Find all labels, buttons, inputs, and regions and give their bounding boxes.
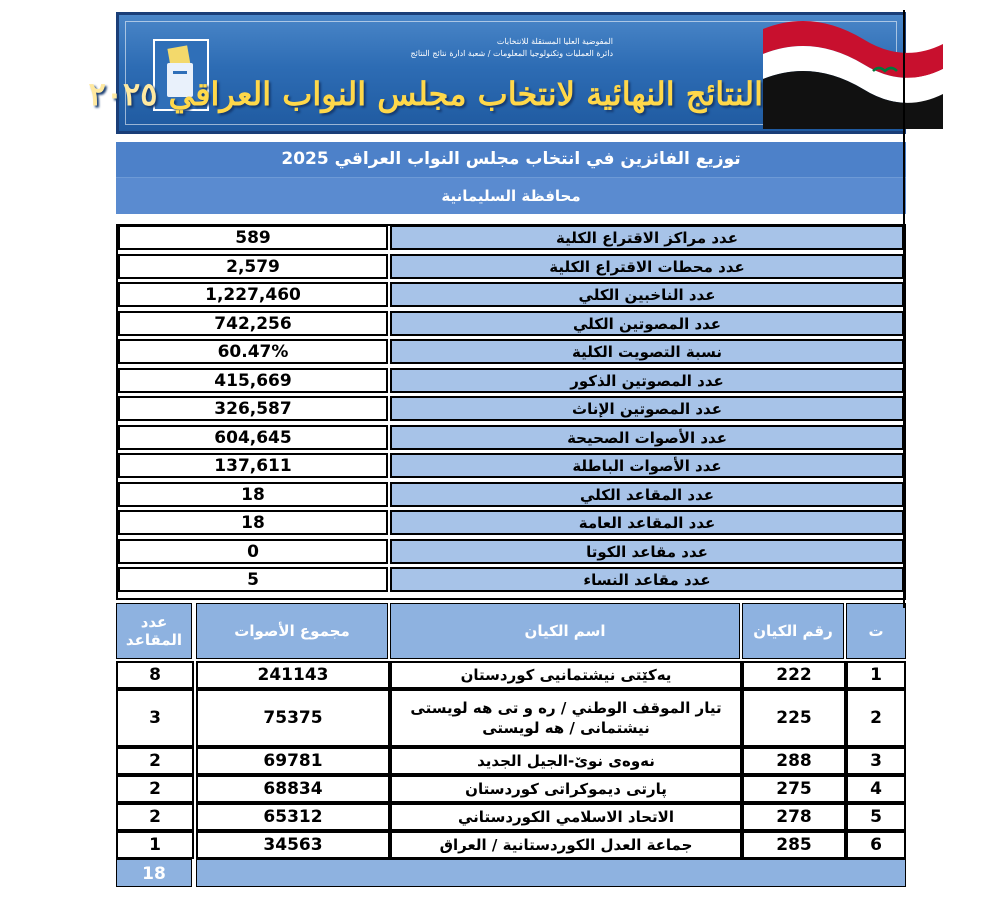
index-cell: 3	[846, 747, 906, 775]
stat-label: نسبة التصويت الكلية	[390, 339, 904, 364]
seats-cell: 3	[116, 689, 194, 747]
stats-row	[116, 338, 906, 367]
seats-cell: 2	[116, 803, 194, 831]
entity-number-cell: 222	[742, 661, 846, 689]
stats-row	[116, 452, 906, 481]
stats-row	[116, 424, 906, 453]
stat-label: عدد المقاعد العامة	[390, 510, 904, 535]
index-cell: 2	[846, 689, 906, 747]
index-cell: 1	[846, 661, 906, 689]
entity-name-cell: تيار الموقف الوطني / ره و تی هه لویستی نیشتمانی / هه لویستی	[390, 689, 742, 747]
stat-label: عدد المقاعد الكلي	[390, 482, 904, 507]
entity-name-cell: الاتحاد الاسلامي الكوردستاني	[390, 803, 742, 831]
header-index: ت	[846, 603, 906, 659]
stats-row	[116, 509, 906, 538]
seats-cell: 1	[116, 831, 194, 859]
entity-name-cell: پارتی ديموكراتی كوردستان	[390, 775, 742, 803]
header-entity-number: رقم الكيان	[742, 603, 844, 659]
total-seats: 18	[116, 859, 192, 887]
stats-row	[116, 253, 906, 282]
votes-cell: 34563	[196, 831, 390, 859]
stat-value: 589	[118, 225, 388, 250]
stat-value: 742,256	[118, 311, 388, 336]
votes-cell: 69781	[196, 747, 390, 775]
stats-table	[116, 224, 906, 595]
stat-value: 5	[118, 567, 388, 592]
index-cell: 4	[846, 775, 906, 803]
seats-cell: 8	[116, 661, 194, 689]
votes-cell: 75375	[196, 689, 390, 747]
header-entity-name: اسم الكيان	[390, 603, 740, 659]
stats-row	[116, 481, 906, 510]
table-row	[116, 689, 906, 747]
entity-number-cell: 285	[742, 831, 846, 859]
stat-value: 18	[118, 482, 388, 507]
stat-label: عدد الناخبين الكلي	[390, 282, 904, 307]
stats-row	[116, 367, 906, 396]
stat-value: 0	[118, 539, 388, 564]
entity-number-cell: 275	[742, 775, 846, 803]
seats-cell: 2	[116, 747, 194, 775]
banner-title	[89, 75, 763, 113]
banner-subtitle-1: المفوضية العليا المستقلة للانتخابات	[496, 37, 613, 46]
stat-value: 18	[118, 510, 388, 535]
banner	[88, 12, 906, 134]
entity-name-cell: يەكێتی نیشتمانیی كوردستان	[390, 661, 742, 689]
header-votes: مجموع الأصوات	[196, 603, 388, 659]
index-cell: 6	[846, 831, 906, 859]
entity-name-cell: نەوەی نوێ-الجيل الجديد	[390, 747, 742, 775]
index-cell: 5	[846, 803, 906, 831]
stat-value: 415,669	[118, 368, 388, 393]
entity-number-cell: 288	[742, 747, 846, 775]
stat-value: 1,227,460	[118, 282, 388, 307]
table-row	[116, 747, 906, 775]
header-seats: عدد المقاعد	[116, 603, 192, 659]
stat-label: عدد المصوتين الكلي	[390, 311, 904, 336]
stat-label: عدد المصوتين الذكور	[390, 368, 904, 393]
distribution-title: توزيع الفائزين في انتخاب مجلس النواب العراقي 2025	[116, 142, 906, 178]
iraq-flag-icon	[753, 9, 943, 129]
stats-row	[116, 538, 906, 567]
stat-label: عدد مقاعد الكوتا	[390, 539, 904, 564]
entity-number-cell: 278	[742, 803, 846, 831]
stats-row	[116, 395, 906, 424]
stat-value: 604,645	[118, 425, 388, 450]
banner-subtitle-2: دائرة العمليات وتكنولوجيا المعلومات / شعبة ادارة نتائج النتائج	[410, 49, 613, 58]
banner-year: ٢٠٢٥	[88, 75, 158, 113]
votes-cell: 68834	[196, 775, 390, 803]
stat-value: 60.47%	[118, 339, 388, 364]
province-title: محافظة السليمانية	[116, 178, 906, 214]
stats-row	[116, 566, 906, 595]
right-border-line	[903, 10, 905, 608]
table-row	[116, 661, 906, 689]
stats-row	[116, 224, 906, 253]
entity-name-cell: جماعة العدل الكوردستانية / العراق	[390, 831, 742, 859]
table-row	[116, 775, 906, 803]
banner-title-text: النتائج النهائية لانتخاب مجلس النواب العراقي	[168, 75, 763, 113]
seats-cell: 2	[116, 775, 194, 803]
entity-number-cell: 225	[742, 689, 846, 747]
stats-row	[116, 281, 906, 310]
total-row-fill	[196, 859, 906, 887]
stat-label: عدد مقاعد النساء	[390, 567, 904, 592]
table-row	[116, 803, 906, 831]
stats-row	[116, 310, 906, 339]
stat-label: عدد المصوتين الإناث	[390, 396, 904, 421]
stat-value: 2,579	[118, 254, 388, 279]
stat-label: عدد مراكز الاقتراع الكلية	[390, 225, 904, 250]
stat-value: 137,611	[118, 453, 388, 478]
stat-label: عدد محطات الاقتراع الكلية	[390, 254, 904, 279]
stat-label: عدد الأصوات الصحيحة	[390, 425, 904, 450]
stat-value: 326,587	[118, 396, 388, 421]
stat-label: عدد الأصوات الباطلة	[390, 453, 904, 478]
votes-cell: 65312	[196, 803, 390, 831]
votes-cell: 241143	[196, 661, 390, 689]
table-row	[116, 831, 906, 859]
